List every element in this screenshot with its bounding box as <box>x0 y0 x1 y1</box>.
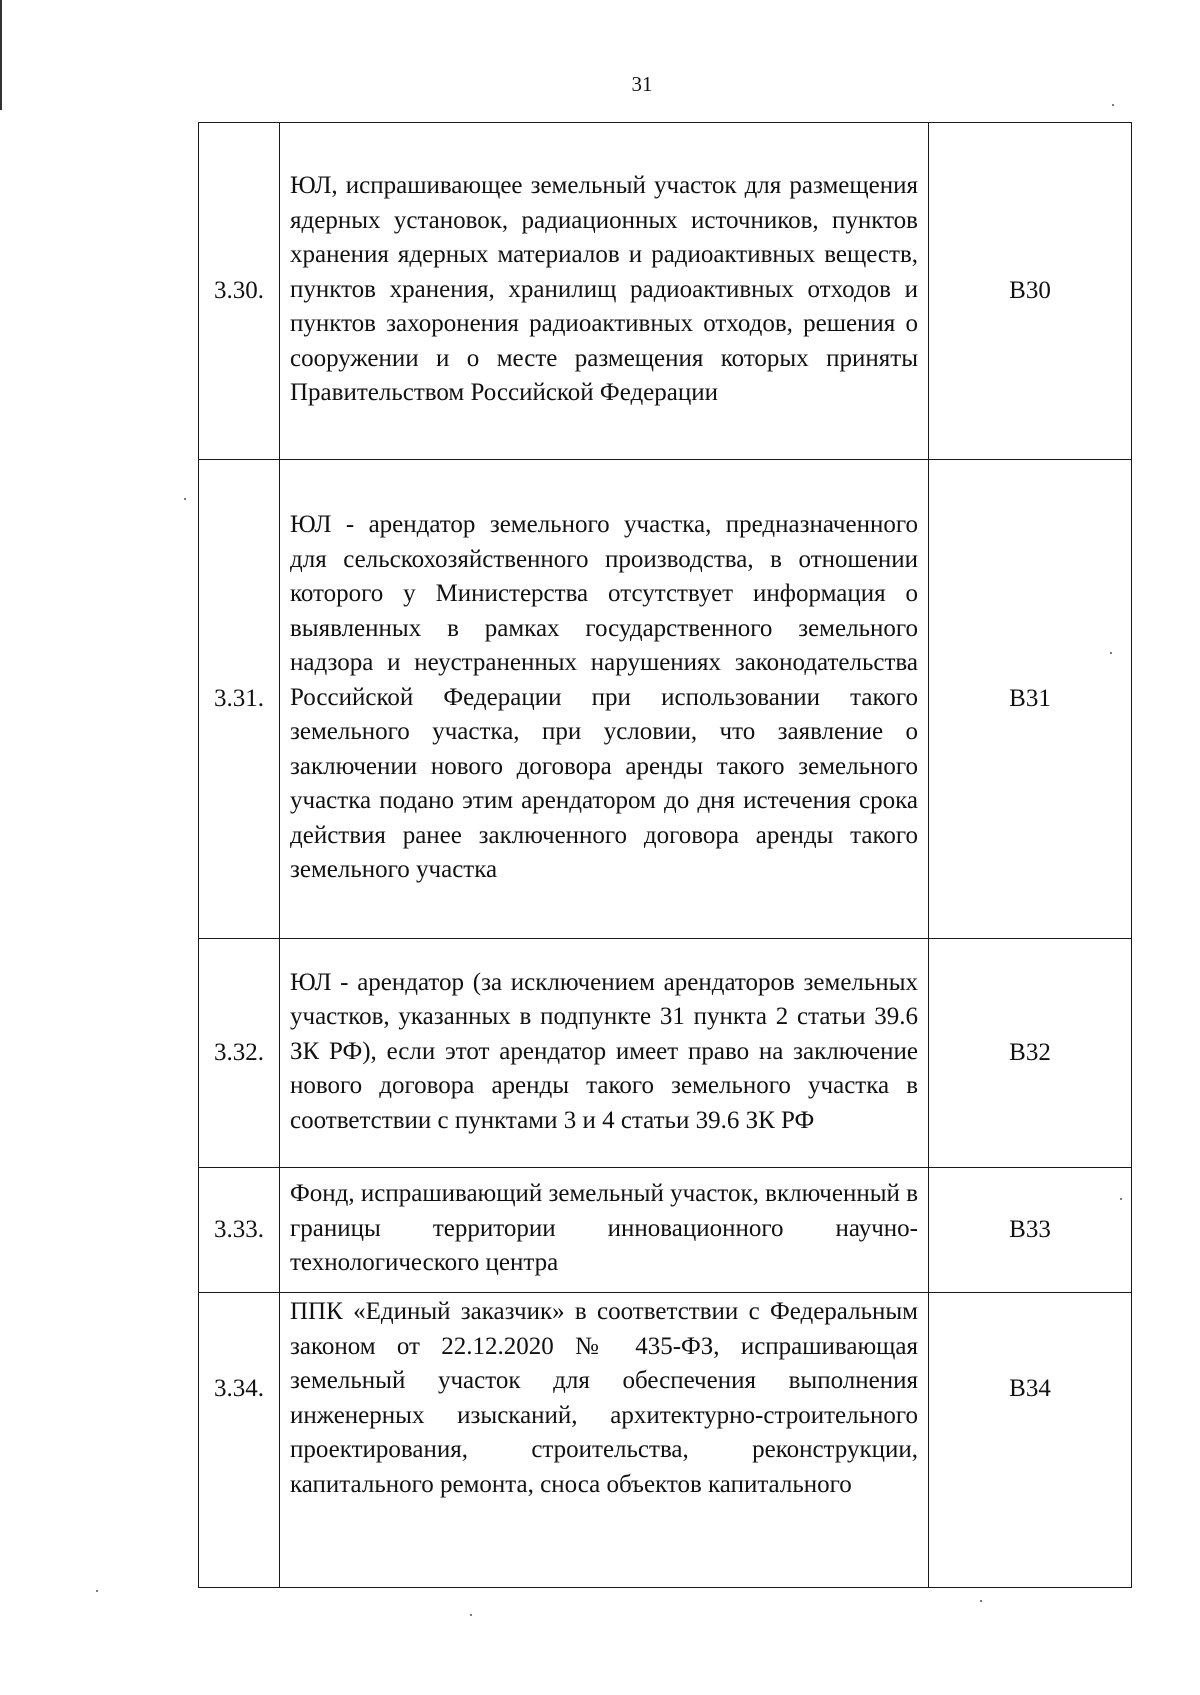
row-description: ЮЛ - арендатор земельного участка, предназначенного для сельскохозяйственного производства, в отношении которого у Министерства отсутствует информация о выявленных в рамках государственного земельного надзора и неустраненных нарушениях законодательства Российской Федерации при использовании такого земельного участка, при условии, что заявление о заключении нового договора аренды такого земельного участка подано этим арендатором до дня истечения срока действия ранее заключенного договора аренды такого земельного участка <box>280 460 929 939</box>
row-description: ЮЛ, испрашивающее земельный участок для размещения ядерных установок, радиационных источников, пунктов хранения ядерных материалов и радиоактивных веществ, пунктов хранения, хранилищ радиоактивных отходов и пунктов захоронения радиоактивных отходов, решения о сооружении и о месте размещения которых приняты Правительством Российской Федерации <box>280 123 929 460</box>
row-code: В30 <box>929 123 1132 460</box>
scan-speck <box>980 1600 982 1602</box>
row-number: 3.33. <box>199 1168 280 1293</box>
scan-edge-line <box>0 0 2 110</box>
scan-speck <box>184 498 186 500</box>
page-number: 31 <box>631 72 653 96</box>
row-description: ППК «Единый заказчик» в соответствии с Федеральным законом от 22.12.2020 № 435-ФЗ, испрашивающая земельный участок для обеспечения выполнения инженерных изысканий, архитектурно-строительного проектирования, строительства, реконструкции, капитального ремонта, сноса объектов капитального <box>280 1293 929 1588</box>
table-row <box>199 460 1132 939</box>
row-description: ЮЛ - арендатор (за исключением арендаторов земельных участков, указанных в подпункте 31 пункта 2 статьи 39.6 ЗК РФ), если этот арендатор имеет право на заключение нового договора аренды такого земельного участка в соответствии с пунктами 3 и 4 статьи 39.6 ЗК РФ <box>280 939 929 1168</box>
scan-speck <box>1112 104 1114 106</box>
row-code: В34 <box>929 1293 1132 1588</box>
row-number: 3.32. <box>199 939 280 1168</box>
row-description: Фонд, испрашивающий земельный участок, включенный в границы территории инновационного научно-технологического центра <box>280 1168 929 1293</box>
scan-speck <box>1120 1198 1122 1200</box>
table-row <box>199 123 1132 460</box>
table-row <box>199 939 1132 1168</box>
table-row <box>199 1293 1132 1588</box>
row-code: В31 <box>929 460 1132 939</box>
scan-speck <box>1110 652 1112 654</box>
scan-speck <box>470 1614 472 1616</box>
row-number: 3.31. <box>199 460 280 939</box>
row-code: В32 <box>929 939 1132 1168</box>
row-number: 3.30. <box>199 123 280 460</box>
row-code: В33 <box>929 1168 1132 1293</box>
document-table <box>198 122 1132 1588</box>
row-number: 3.34. <box>199 1293 280 1588</box>
table-row <box>199 1168 1132 1293</box>
scan-speck <box>96 1590 98 1592</box>
